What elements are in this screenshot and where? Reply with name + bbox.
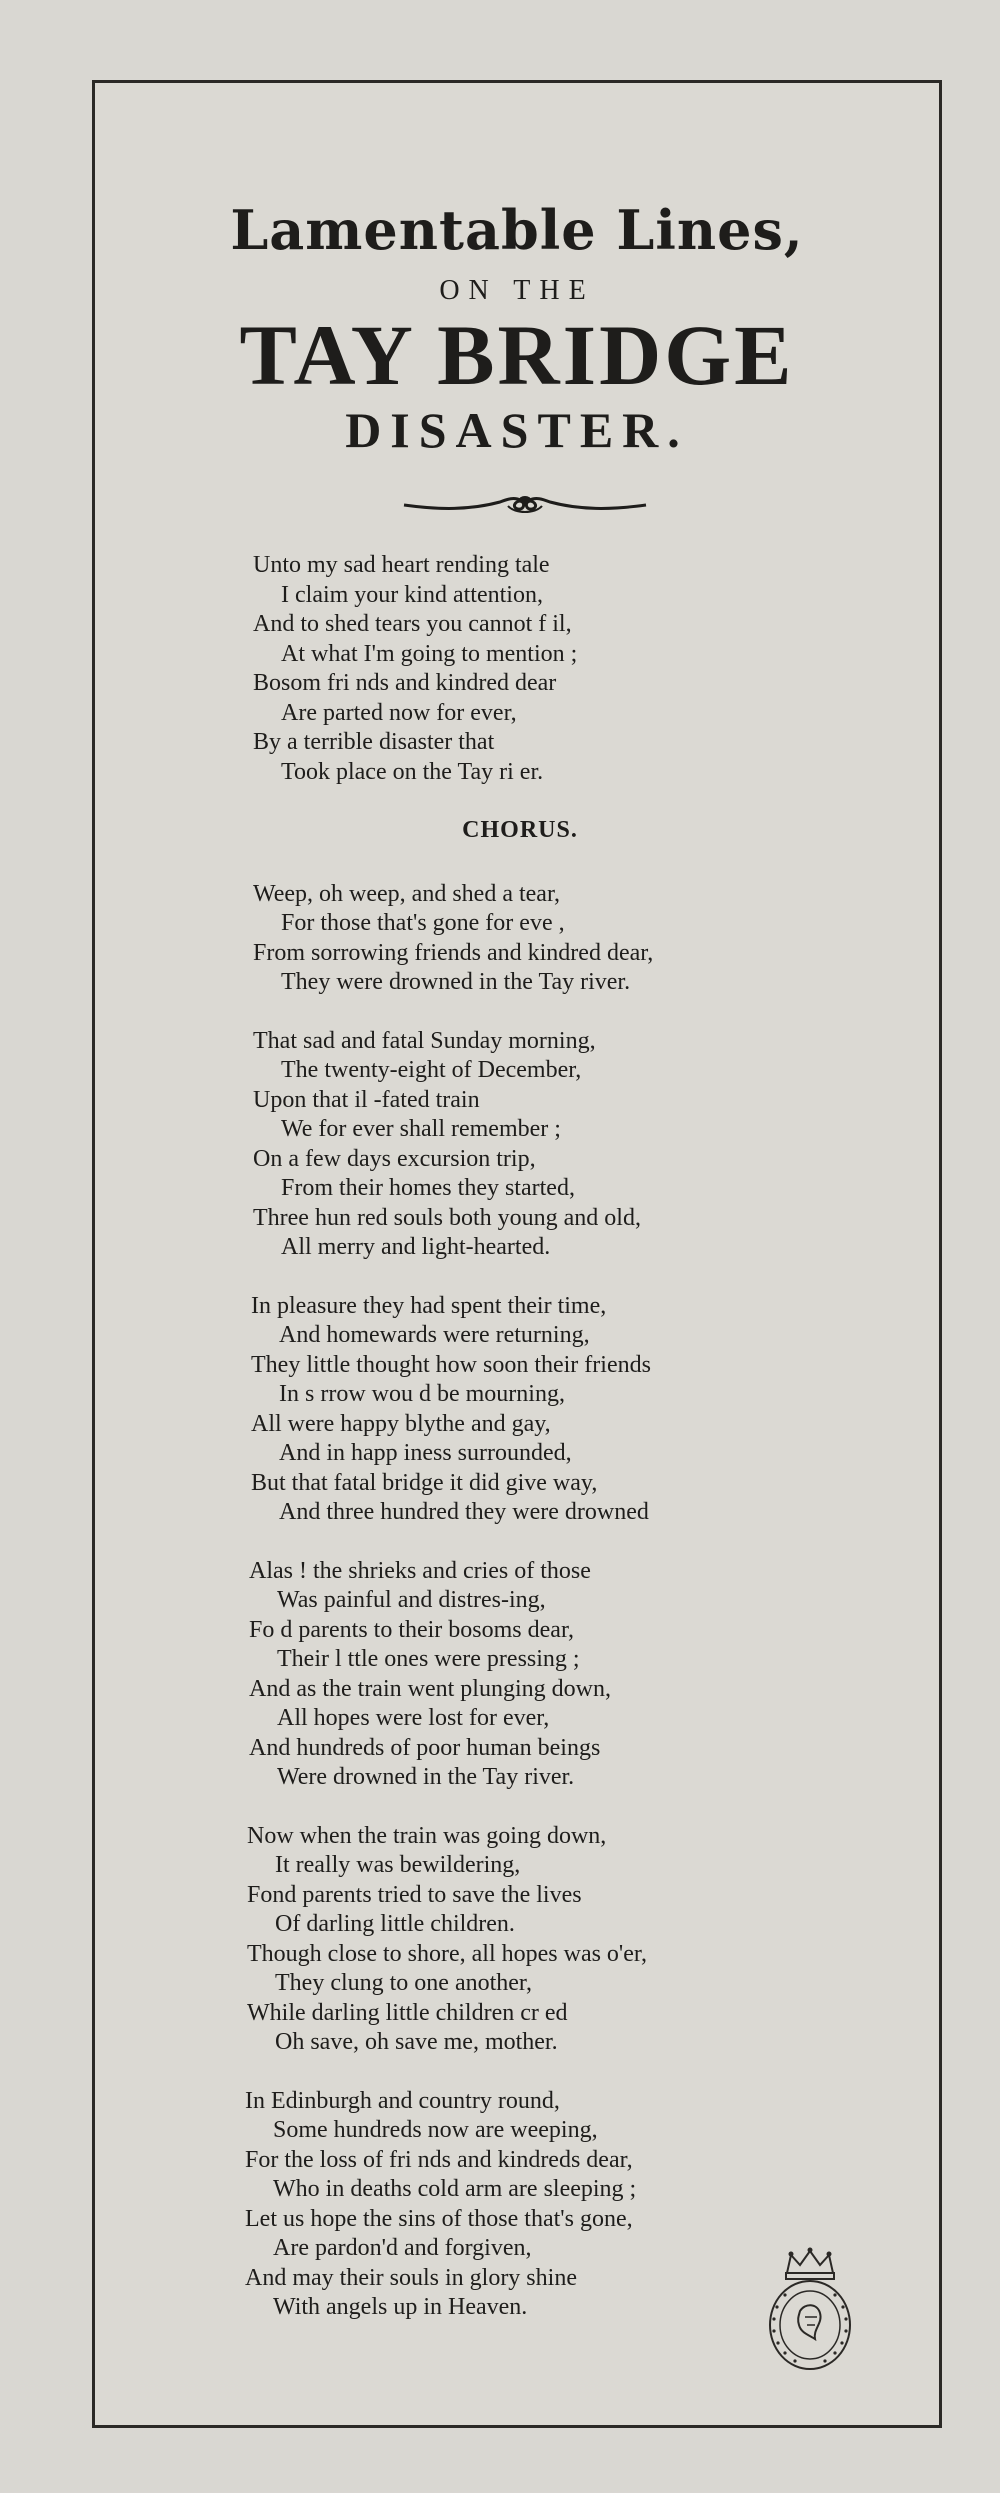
poem-line: That sad and fatal Sunday morning, (253, 1027, 596, 1054)
poem-line: In Edinburgh and country round, (245, 2087, 560, 2114)
poem-body (95, 551, 945, 2352)
poem-line: All merry and light-hearted. (281, 1234, 551, 1260)
poem-line: But that fatal bridge it did give way, (251, 1469, 598, 1496)
poem-line: With angels up in Heaven. (273, 2294, 528, 2320)
title-disaster: DISASTER. (345, 402, 689, 458)
poem-line: Were drowned in the Tay river. (277, 1764, 575, 1790)
poem-line: I claim your kind attention, (281, 581, 543, 608)
poem-line: Fo d parents to their bosoms dear, (249, 1616, 574, 1643)
poem-line: In pleasure they had spent their time, (251, 1292, 607, 1319)
poem-line: And in happ iness surrounded, (279, 1440, 572, 1466)
poem-line: Was painful and distres-ing, (277, 1587, 546, 1613)
poem-line: And homewards were returning, (279, 1322, 590, 1348)
title-on-the: ON THE (439, 275, 595, 306)
poem-line: From sorrowing friends and kindred dear, (253, 939, 654, 966)
poem-line: And three hundred they were drowned (279, 1499, 649, 1525)
poem-line: In s rrow wou d be mourning, (279, 1381, 565, 1407)
poem-line: Bosom fri nds and kindred dear (253, 670, 557, 696)
poem-line: Let us hope the sins of those that's gone, (245, 2205, 633, 2232)
poem-line: Fond parents tried to save the lives (247, 1881, 582, 1908)
poem-line: From their homes they started, (281, 1175, 575, 1201)
poem-line: They clung to one another, (275, 1970, 532, 1996)
poem-line: And may their souls in glory shine (245, 2264, 577, 2291)
stanza-5 (95, 1822, 945, 2058)
poem-line: For those that's gone for eve , (281, 910, 565, 936)
poem-line: They were drowned in the Tay river. (281, 969, 631, 995)
broadside-sheet (92, 80, 942, 2428)
poem-line: For the loss of fri nds and kindreds dear, (245, 2146, 633, 2173)
poem-line: Three hun red souls both young and old, (253, 1204, 641, 1231)
poem-line: And hundreds of poor human beings (249, 1734, 601, 1761)
stanza-chorus (95, 880, 945, 998)
poem-line: And to shed tears you cannot f il, (253, 611, 572, 637)
poem-line: Though close to shore, all hopes was o'er, (247, 1940, 647, 1967)
poem-line: Upon that il -fated train (253, 1086, 480, 1113)
poem-line: All hopes were lost for ever, (277, 1705, 550, 1731)
poem-line: Are pardon'd and forgiven, (273, 2235, 532, 2261)
chorus-heading: CHORUS. (462, 817, 578, 843)
stanza-4 (95, 1557, 945, 1793)
poem-line: Of darling little children. (275, 1911, 515, 1937)
title-lamentable-lines: Lamentable Lines, (230, 198, 804, 262)
poem-line: Their l ttle ones were pressing ; (277, 1646, 580, 1672)
poem-line: By a terrible disaster that (253, 729, 495, 755)
poem-line: Took place on the Tay ri er. (281, 758, 544, 785)
poem-line: We for ever shall remember ; (281, 1116, 561, 1142)
poem-line: Oh save, oh save me, mother. (275, 2029, 558, 2055)
poem-line: Unto my sad heart rending tale (253, 552, 550, 578)
poem-line: It really was bewildering, (275, 1852, 521, 1878)
stanza-3 (95, 1292, 945, 1528)
poem-line: Who in deaths cold arm are sleeping ; (273, 2176, 637, 2202)
poem-line: Alas ! the shrieks and cries of those (249, 1557, 591, 1584)
poem-line: On a few days excursion trip, (253, 1145, 536, 1172)
poem-line: Now when the train was going down, (247, 1822, 607, 1849)
poem-line: The twenty-eight of December, (281, 1057, 582, 1083)
stanza-1 (95, 551, 945, 787)
title-tay-bridge: TAY BRIDGE (239, 307, 795, 403)
stanza-2 (95, 1027, 945, 1263)
flourish-ornament-icon (400, 488, 650, 518)
poem-line: All were happy blythe and gay, (251, 1410, 551, 1437)
poem-line: Weep, oh weep, and shed a tear, (253, 880, 560, 907)
poem-line: They little thought how soon their friends (251, 1351, 651, 1378)
poem-line: While darling little children cr ed (247, 1999, 568, 2026)
library-crest-icon (765, 2243, 855, 2373)
poem-line: And as the train went plunging down, (249, 1675, 611, 1702)
poem-line: Some hundreds now are weeping, (273, 2117, 598, 2143)
poem-line: Are parted now for ever, (281, 699, 517, 726)
poem-line: At what I'm going to mention ; (281, 640, 578, 667)
